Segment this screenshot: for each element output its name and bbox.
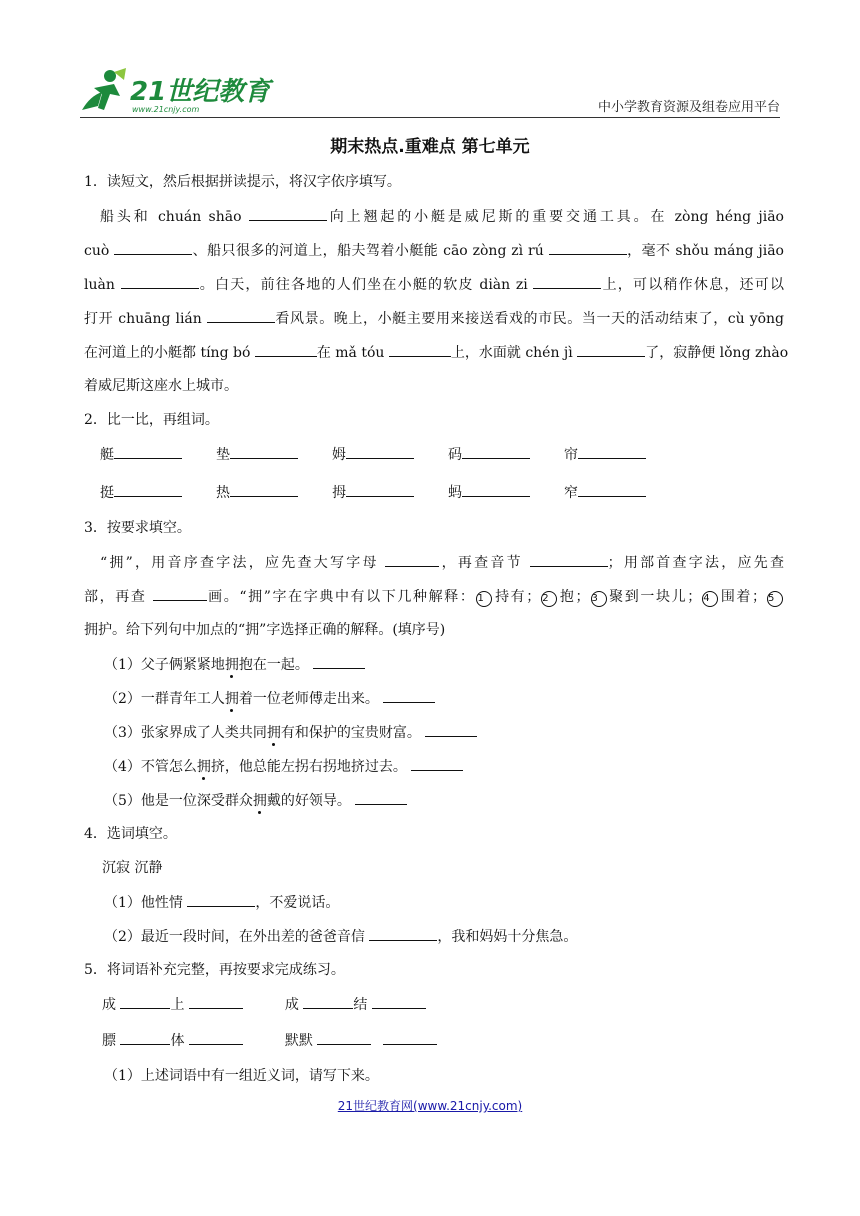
- blank-matou[interactable]: [389, 342, 451, 357]
- q3-line2: 部，再查 画。“拥”字在字典中有以下几种解释： 1 持有； 2 抱； 3 聚到一块儿； 4 围着； 5: [84, 586, 784, 607]
- blank-tingbo[interactable]: [255, 342, 317, 357]
- q3-sentence-5: （5）他是一位深受群众拥戴的好领导。: [104, 790, 804, 811]
- blank-word[interactable]: [346, 444, 414, 459]
- blank-zonghengjiaocuo[interactable]: [114, 240, 192, 255]
- platform-name: 中小学教育资源及组卷应用平台: [597, 100, 780, 115]
- q1-para-line6: 着威尼斯这座水上城市。: [84, 378, 238, 394]
- blank-answer[interactable]: [355, 790, 407, 805]
- blank-idiom[interactable]: [383, 1030, 437, 1045]
- blank-word[interactable]: [230, 482, 298, 497]
- q5-row2: 膘 体 默默: [102, 1030, 802, 1051]
- blank-idiom[interactable]: [303, 994, 353, 1009]
- blank-answer[interactable]: [383, 688, 435, 703]
- svg-text:www.21cnjy.com: www.21cnjy.com: [132, 105, 200, 114]
- blank-idiom[interactable]: [120, 1030, 170, 1045]
- q3-sentence-2: （2）一群青年工人拥着一位老师傅走出来。: [104, 688, 804, 709]
- q3-sentence-1: （1）父子俩紧紧地拥抱在一起。: [104, 654, 804, 675]
- blank-idiom[interactable]: [189, 994, 243, 1009]
- blank-answer[interactable]: [313, 654, 365, 669]
- header-rule: [80, 117, 780, 118]
- q2-row2: 挺 热 拇 蚂 窄: [100, 482, 680, 502]
- q1-para-line2: cuò 、船只很多的河道上，船夫驾着小艇能 cāo zòng zì rú ，毫不 shǒu máng jiāo: [84, 240, 784, 261]
- q1-para-line3: luàn 。白天，前往各地的人们坐在小艇的软皮 diàn zi 上，可以稍作休息，还可以: [84, 274, 784, 295]
- blank-idiom[interactable]: [189, 1030, 243, 1045]
- blank-answer[interactable]: [187, 892, 255, 907]
- q4-prompt: 4．选词填空。: [84, 826, 177, 842]
- blank-idiom[interactable]: [372, 994, 426, 1009]
- blank-answer[interactable]: [369, 926, 437, 941]
- blank-shoumangjiaoluan[interactable]: [121, 274, 199, 289]
- blank-strokes[interactable]: [153, 586, 207, 601]
- q4-sentence-2: （2）最近一段时间，在外出差的爸爸音信 ，我和妈妈十分焦急。: [104, 926, 804, 947]
- q4-sentence-1: （1）他性情 ，不爱说话。: [104, 892, 804, 913]
- page-title: 期末热点.重难点 第七单元: [330, 137, 530, 157]
- blank-idiom[interactable]: [317, 1030, 371, 1045]
- blank-word[interactable]: [114, 444, 182, 459]
- blank-answer[interactable]: [425, 722, 477, 737]
- blank-word[interactable]: [114, 482, 182, 497]
- blank-dianzi[interactable]: [533, 274, 601, 289]
- blank-word[interactable]: [462, 482, 530, 497]
- footer-link[interactable]: 21世纪教育网(www.21cnjy.com): [337, 1099, 523, 1113]
- blank-letter[interactable]: [385, 552, 439, 567]
- q5-row1: 成 上 成 结: [102, 994, 802, 1015]
- blank-chuanglian[interactable]: [207, 308, 275, 323]
- blank-word[interactable]: [346, 482, 414, 497]
- q3-prompt: 3．按要求填空。: [84, 520, 191, 536]
- q2-row1: 艇 垫 姆 码 帘: [100, 444, 680, 464]
- blank-word[interactable]: [230, 444, 298, 459]
- q1-para-line1: 船头和 chuán shāo 向上翘起的小艇是威尼斯的重要交通工具。在 zòng héng jiāo: [100, 206, 784, 227]
- blank-word[interactable]: [578, 444, 646, 459]
- blank-chuanshao[interactable]: [249, 206, 327, 221]
- q5-prompt: 5．将词语补充完整，再按要求完成练习。: [84, 962, 345, 978]
- blank-answer[interactable]: [411, 756, 463, 771]
- q1-para-line5: 在河道上的小艇都 tíng bó 在 mǎ tóu 上，水面就 chén jì 了，寂静便 lǒng zhào: [84, 342, 784, 363]
- svg-text:21世纪教育: 21世纪教育: [130, 77, 271, 107]
- q1-para-line4: 打开 chuāng lián 看风景。晚上，小艇主要用来接送看戏的市民。当一天的活动结束了，cù yōng: [84, 308, 784, 329]
- blank-syllable[interactable]: [530, 552, 608, 567]
- q3-sentence-3: （3）张家界成了人类共同拥有和保护的宝贵财富。: [104, 722, 804, 743]
- blank-caozongziru[interactable]: [549, 240, 627, 255]
- q1-prompt: 1．读短文，然后根据拼读提示，将汉字依序填写。: [84, 174, 401, 190]
- blank-word[interactable]: [578, 482, 646, 497]
- logo-21cnjy: [80, 66, 280, 114]
- q4-word-options: 沉寂 沉静: [102, 860, 163, 876]
- q3-line3: 拥护。给下列句中加点的“拥”字选择正确的解释。(填序号): [84, 622, 446, 638]
- blank-chenji[interactable]: [577, 342, 645, 357]
- q5-subquestion-1: （1）上述词语中有一组近义词，请写下来。: [104, 1068, 379, 1084]
- blank-idiom[interactable]: [120, 994, 170, 1009]
- page-header: [80, 62, 780, 118]
- q2-prompt: 2．比一比，再组词。: [84, 412, 219, 428]
- blank-word[interactable]: [462, 444, 530, 459]
- q3-line1: “拥”，用音序查字法，应先查大写字母 ，再查音节 ；用部首查字法，应先查: [100, 552, 784, 573]
- q3-sentence-4: （4）不管怎么拥挤，他总能左拐右拐地挤过去。: [104, 756, 804, 777]
